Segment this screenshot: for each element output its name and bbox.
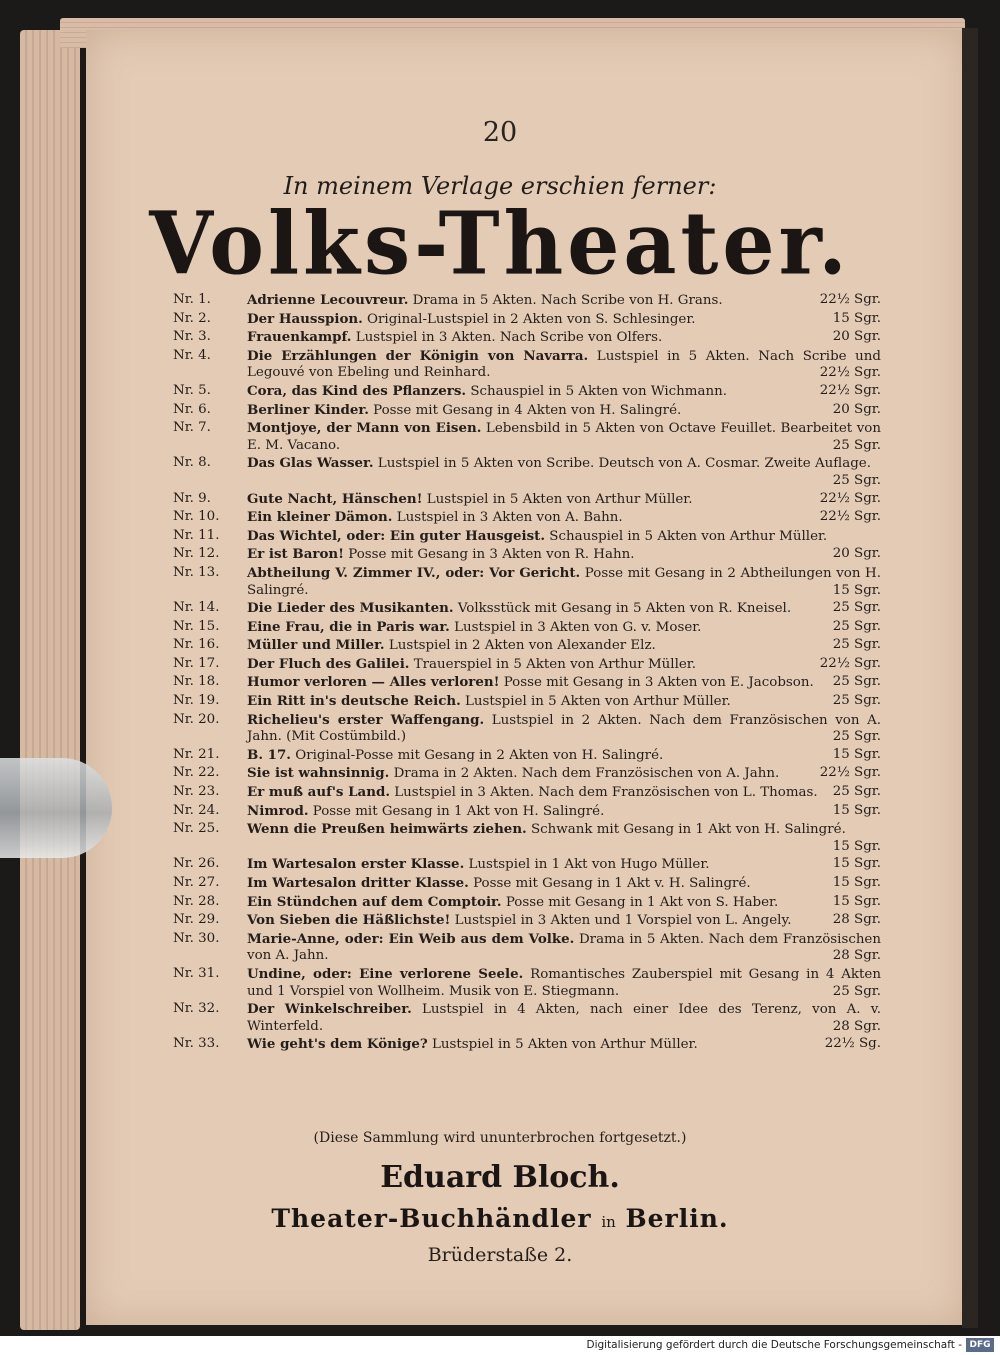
entry-number: Nr. 1. [173, 292, 211, 307]
entry-description: Lustspiel in 3 Akten. Nach Scribe von Olfers. [355, 330, 663, 346]
entry-title: Das Glas Wasser. [247, 455, 374, 472]
entry-title: Das Wichtel, oder: Ein guter Hausgeist. [247, 527, 546, 544]
entry-price: 20 Sgr. [832, 401, 881, 417]
entry-price: 25 Sgr. [832, 618, 881, 634]
publisher-name: Eduard Bloch. [380, 1160, 620, 1195]
catalog-entry [173, 292, 881, 310]
entry-body [247, 491, 881, 509]
entry-number: Nr. 13. [173, 564, 220, 580]
entry-description: Lustspiel in 5 Akten von Scribe. Deutsch von A. Cosmar. Zweite Auflage. [377, 456, 871, 472]
entry-title: Die Erzählungen der Königin von Navarra. [247, 347, 589, 364]
entry-number: Nr. 14. [173, 600, 220, 616]
publisher-address: Brüderstaße 2. [427, 1244, 573, 1266]
catalog-entry [173, 528, 881, 546]
entry-number: Nr. 10. [173, 509, 220, 525]
entry-body [247, 894, 881, 912]
entry-title: B. 17. [247, 746, 291, 763]
entry-title: Ein kleiner Dämon. [247, 509, 393, 526]
entry-title: Im Wartesalon dritter Klasse. [247, 875, 469, 891]
entry-body [247, 420, 881, 454]
entry-price: 25 Sgr. [832, 472, 881, 488]
dfg-logo: DFG [966, 1338, 994, 1352]
entry-body [247, 674, 881, 692]
entry-body [247, 1001, 881, 1035]
entry-body [247, 383, 881, 401]
entry-price: 25 Sgr. [832, 600, 881, 616]
entry-price: 22½ Sgr. [819, 655, 881, 671]
entry-title: Gute Nacht, Hänschen! [247, 490, 423, 507]
entry-number: Nr. 20. [173, 711, 220, 727]
entry-body [247, 856, 881, 874]
entry-description: Lustspiel in 1 Akt von Hugo Müller. [468, 857, 710, 873]
entry-number: Nr. 24. [173, 802, 220, 818]
entry-description: Lustspiel in 3 Akten von G. v. Moser. [454, 619, 702, 635]
entry-description: Original-Lustspiel in 2 Akten von S. Schlesinger. [367, 311, 696, 327]
entry-price: 15 Sgr. [832, 582, 881, 598]
entry-price: 15 Sgr. [832, 856, 881, 872]
entry-description: Lustspiel in 5 Akten von Arthur Müller. [431, 1037, 698, 1053]
entry-title: Er ist Baron! [247, 546, 344, 563]
entry-title: Der Hausspion. [247, 310, 363, 327]
entry-price: 15 Sgr. [832, 746, 881, 762]
catalog-entry [173, 1001, 881, 1035]
entry-description: Drama in 5 Akten. Nach Scribe von H. Grans. [412, 293, 723, 308]
catalog-entry [173, 420, 881, 454]
entry-description: Posse mit Gesang in 1 Akt v. H. Salingré. [473, 876, 751, 891]
entry-description: Lebensbild in 5 Akten von Octave Feuillet. Bearbeitet von E. M. Vacano. [247, 421, 881, 453]
entry-description: Lustspiel in 3 Akten und 1 Vorspiel von L. Angely. [454, 913, 792, 929]
entry-body [247, 329, 881, 347]
catalog-entry [173, 821, 881, 855]
entry-description: Lustspiel in 5 Akten. Nach Scribe und Legouvé von Ebeling und Reinhard. [247, 348, 881, 381]
entry-number: Nr. 27. [173, 875, 220, 890]
entry-price: 25 Sgr. [832, 784, 881, 800]
catalog-entry [173, 491, 881, 509]
footer-note: (Diese Sammlung wird ununterbrochen fortgesetzt.) [313, 1130, 687, 1146]
page-number: 20 [482, 117, 518, 148]
entry-title: Der Fluch des Galilei. [247, 655, 410, 672]
catalog-list [173, 292, 881, 1055]
entry-price: 22½ Sgr. [819, 490, 881, 506]
entry-description: Trauerspiel in 5 Akten von Arthur Müller. [413, 656, 696, 672]
entry-price: 25 Sgr. [832, 437, 881, 453]
trade-preposition: in [601, 1213, 616, 1231]
entry-price: 25 Sgr. [832, 674, 881, 690]
entry-title: Wenn die Preußen heimwärts ziehen. [247, 821, 527, 838]
catalog-entry [173, 565, 881, 599]
catalog-entry [173, 674, 881, 692]
catalog-entry [173, 931, 881, 965]
entry-price: 22½ Sgr. [819, 292, 881, 307]
entry-price: 25 Sgr. [832, 729, 881, 745]
entry-description: Schauspiel in 5 Akten von Arthur Müller. [549, 528, 828, 544]
entry-description: Lustspiel in 2 Akten von Alexander Elz. [388, 638, 656, 654]
catalog-entry [173, 600, 881, 618]
entry-body [247, 1036, 881, 1054]
entry-price: 20 Sgr. [832, 546, 881, 562]
entry-body [247, 747, 881, 765]
entry-body [247, 348, 881, 382]
entry-title: Montjoye, der Mann von Eisen. [247, 420, 482, 437]
entry-price: 22½ Sgr. [819, 382, 881, 398]
trade-city: Berlin. [625, 1204, 729, 1233]
entry-body [247, 912, 881, 930]
holding-clip [0, 758, 112, 858]
entry-price: 25 Sgr. [832, 983, 881, 999]
entry-number: Nr. 22. [173, 765, 220, 781]
catalog-entry [173, 966, 881, 1000]
catalog-entry [173, 712, 881, 746]
entry-title: Cora, das Kind des Pflanzers. [247, 382, 467, 399]
catalog-entry [173, 912, 881, 930]
entry-number: Nr. 23. [173, 784, 220, 800]
entry-body [247, 966, 881, 1000]
entry-number: Nr. 21. [173, 746, 220, 762]
entry-body [247, 292, 881, 310]
entry-number: Nr. 32. [173, 1001, 220, 1017]
entry-number: Nr. 16. [173, 637, 220, 653]
entry-description: Lustspiel in 5 Akten von Arthur Müller. [465, 694, 731, 710]
entry-body [247, 784, 881, 802]
entry-price: 28 Sgr. [832, 1018, 881, 1034]
entry-title: Ein Stündchen auf dem Comptoir. [247, 893, 502, 910]
entry-number: Nr. 19. [173, 693, 220, 709]
entry-price: 28 Sgr. [832, 912, 881, 928]
entry-title: Er muß auf's Land. [247, 784, 390, 801]
catalog-entry [173, 329, 881, 347]
entry-price: 25 Sgr. [832, 693, 881, 709]
entry-body [247, 656, 881, 674]
entry-title: Ein Ritt in's deutsche Reich. [247, 693, 461, 710]
entry-price: 22½ Sgr. [819, 365, 881, 381]
entry-price: 22½ Sgr. [819, 765, 881, 781]
entry-body [247, 693, 881, 711]
entry-number: Nr. 3. [173, 329, 211, 345]
catalog-entry [173, 803, 881, 821]
entry-description: Schauspiel in 5 Akten von Wichmann. [470, 383, 727, 399]
entry-number: Nr. 18. [173, 674, 220, 690]
catalog-entry [173, 656, 881, 674]
catalog-entry [173, 619, 881, 637]
catalog-entry [173, 693, 881, 711]
entry-body [247, 637, 881, 655]
entry-number: Nr. 12. [173, 546, 220, 562]
catalog-entry [173, 311, 881, 329]
entry-title: Adrienne Lecouvreur. [247, 292, 409, 308]
entry-description: Posse mit Gesang in 2 Abtheilungen von H. Salingré. [247, 565, 881, 598]
catalog-entry [173, 383, 881, 401]
entry-title: Richelieu's erster Waffengang. [247, 711, 485, 728]
entry-number: Nr. 31. [173, 965, 220, 981]
entry-title: Die Lieder des Musikanten. [247, 600, 454, 617]
entry-number: Nr. 11. [173, 527, 220, 543]
entry-title: Sie ist wahnsinnig. [247, 765, 390, 782]
catalog-entry [173, 402, 881, 420]
entry-description: Schwank mit Gesang in 1 Akt von H. Salingré. [530, 822, 846, 838]
entry-price: 15 Sgr. [832, 875, 881, 890]
entry-number: Nr. 8. [173, 455, 211, 471]
entry-number: Nr. 4. [173, 347, 211, 363]
entry-title: Marie-Anne, oder: Ein Weib aus dem Volke. [247, 930, 575, 947]
entry-number: Nr. 5. [173, 382, 211, 398]
entry-body [247, 712, 881, 746]
catalog-entry [173, 747, 881, 765]
entry-price: 15 Sgr. [832, 802, 881, 818]
entry-number: Nr. 33. [173, 1036, 220, 1052]
publisher-trade [0, 1204, 1000, 1233]
entry-number: Nr. 25. [173, 821, 220, 837]
entry-price: 22½ Sg. [824, 1036, 881, 1052]
entry-price: 20 Sgr. [832, 329, 881, 345]
entry-title: Frauenkampf. [247, 329, 352, 346]
entry-title: Der Winkelschreiber. [247, 1001, 412, 1018]
entry-price: 25 Sgr. [832, 637, 881, 653]
entry-body [247, 821, 881, 855]
catalog-entry [173, 348, 881, 382]
entry-number: Nr. 7. [173, 420, 211, 436]
entry-body [247, 619, 881, 637]
entry-number: Nr. 2. [173, 310, 211, 326]
entry-title: Von Sieben die Häßlichste! [247, 912, 451, 929]
entry-number: Nr. 30. [173, 930, 220, 946]
entry-body [247, 509, 881, 527]
entry-description: Romantisches Zauberspiel mit Gesang in 4 Akten und 1 Vorspiel von Wollheim. Musik von E. Stiegmann. [247, 966, 881, 999]
entry-number: Nr. 15. [173, 618, 220, 634]
entry-price: 22½ Sgr. [819, 509, 881, 525]
entry-title: Eine Frau, die in Paris war. [247, 618, 450, 635]
entry-description: Drama in 2 Akten. Nach dem Französischen von A. Jahn. [393, 766, 780, 782]
entry-description: Lustspiel in 5 Akten von Arthur Müller. [426, 491, 693, 507]
trade-label: Theater-Buchhändler [271, 1204, 592, 1233]
entry-body [247, 765, 881, 783]
entry-description: Posse mit Gesang in 3 Akten von R. Hahn. [348, 547, 635, 563]
entry-number: Nr. 6. [173, 401, 211, 417]
entry-number: Nr. 28. [173, 893, 220, 909]
entry-body [247, 546, 881, 564]
digitization-credit: Digitalisierung gefördert durch die Deutsche Forschungsgemeinschaft - [586, 1339, 962, 1351]
entry-body [247, 931, 881, 965]
entry-title: Abtheilung V. Zimmer IV., oder: Vor Gericht. [247, 564, 581, 581]
entry-description: Lustspiel in 3 Akten von A. Bahn. [396, 510, 623, 526]
entry-description: Posse mit Gesang in 1 Akt von S. Haber. [505, 894, 779, 910]
entry-description: Posse mit Gesang in 3 Akten von E. Jacobson. [503, 675, 814, 691]
catalog-entry [173, 1036, 881, 1054]
entry-title: Nimrod. [247, 802, 309, 819]
intro-line: In meinem Verlage erschien ferner: [283, 172, 717, 200]
catalog-entry [173, 875, 881, 893]
entry-body [247, 875, 881, 893]
entry-body [247, 565, 881, 599]
entry-number: Nr. 26. [173, 856, 220, 872]
entry-description: Lustspiel in 2 Akten. Nach dem Französischen von A. Jahn. (Mit Costümbild.) [247, 712, 881, 745]
entry-price: 15 Sgr. [832, 893, 881, 909]
entry-body [247, 311, 881, 329]
entry-price: 15 Sgr. [832, 838, 881, 854]
entry-price: 28 Sgr. [832, 948, 881, 964]
catalog-entry [173, 509, 881, 527]
entry-title: Undine, oder: Eine verlorene Seele. [247, 965, 524, 982]
entry-title: Im Wartesalon erster Klasse. [247, 856, 465, 873]
entry-body [247, 528, 881, 546]
page-title: Volks-Theater. [149, 193, 851, 295]
entry-title: Müller und Miller. [247, 637, 385, 654]
entry-number: Nr. 29. [173, 912, 220, 928]
catalog-entry [173, 455, 881, 489]
entry-body [247, 803, 881, 821]
entry-description: Drama in 5 Akten. Nach dem Französischen von A. Jahn. [247, 931, 881, 964]
catalog-entry [173, 784, 881, 802]
entry-number: Nr. 9. [173, 490, 211, 506]
entry-description: Lustspiel in 3 Akten. Nach dem Französischen von L. Thomas. [394, 785, 818, 801]
catalog-entry [173, 546, 881, 564]
entry-title: Wie geht's dem Könige? [247, 1036, 428, 1053]
entry-body [247, 455, 881, 489]
catalog-entry [173, 856, 881, 874]
entry-description: Posse mit Gesang in 1 Akt von H. Salingré. [312, 803, 605, 819]
entry-number: Nr. 17. [173, 655, 220, 671]
entry-body [247, 600, 881, 618]
entry-description: Lustspiel in 4 Akten, nach einer Idee des Terenz, von A. v. Winterfeld. [247, 1002, 881, 1034]
entry-title: Humor verloren — Alles verloren! [247, 674, 500, 691]
catalog-entry [173, 765, 881, 783]
catalog-entry [173, 894, 881, 912]
entry-title: Berliner Kinder. [247, 401, 369, 418]
entry-price: 15 Sgr. [832, 310, 881, 326]
entry-description: Original-Posse mit Gesang in 2 Akten von H. Salingré. [295, 747, 664, 763]
entry-description: Posse mit Gesang in 4 Akten von H. Salingré. [373, 402, 682, 418]
catalog-entry [173, 637, 881, 655]
entry-body [247, 402, 881, 420]
entry-description: Volksstück mit Gesang in 5 Akten von R. Kneisel. [457, 601, 792, 617]
